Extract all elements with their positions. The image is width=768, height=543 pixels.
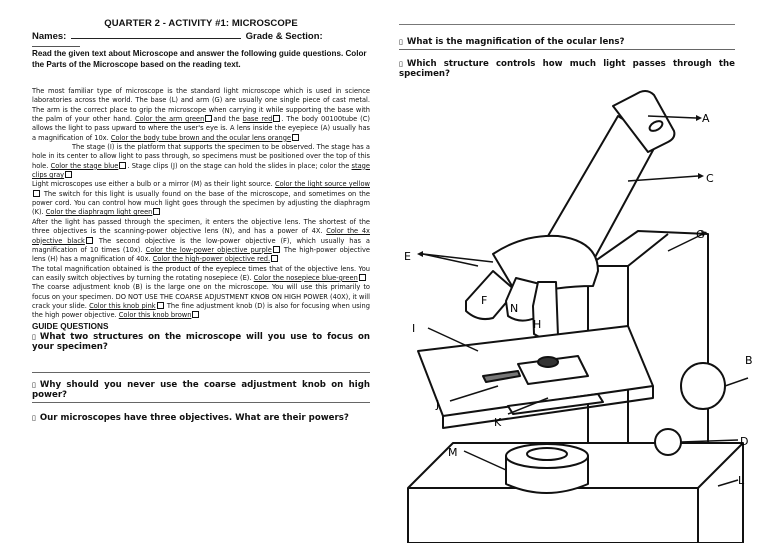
guide-question-2: ▯ Why should you never use the coarse adjustment knob on high power? bbox=[32, 379, 370, 400]
color-checkbox[interactable] bbox=[65, 171, 72, 178]
color-instruction: Color the light source yellow bbox=[274, 180, 370, 189]
worksheet-title: QUARTER 2 - ACTIVITY #1: MICROSCOPE bbox=[104, 18, 298, 29]
color-instruction: Color this knob brown bbox=[118, 311, 192, 320]
color-checkbox[interactable] bbox=[359, 274, 366, 281]
label-a: A bbox=[702, 112, 710, 125]
divider bbox=[32, 46, 80, 47]
color-checkbox[interactable] bbox=[192, 311, 199, 318]
bullet-icon: ▯ bbox=[399, 38, 403, 46]
color-instruction: Color the body tube brown and the ocular lens orange bbox=[110, 133, 292, 142]
instructions: Read the given text about Microscope and answer the following guide questions. Color the Parts of the Microscope based on the reading text. bbox=[32, 49, 367, 69]
guide-question-1: ▯ What two structures on the microscope will you use to focus on your specimen? bbox=[32, 331, 370, 352]
label-m: M bbox=[448, 446, 458, 459]
bullet-icon: ▯ bbox=[32, 332, 36, 341]
reading-paragraph: The most familiar type of microscope is the standard light microscope which is used in science laboratories across the world. The base (L) and arm (G) are usually one single piece of cast metal. The arm is the correct place to grip the microscope when carrying it while supporting the base with the palm of your other hand. Color the arm green and the base red . The body 00100tube (C) allows the light to pass upward to where the user's eye is. A lens inside the eyepiece (A) usually has a magnification of 10x. Color the body tube brown and the ocular lens orange bbox=[32, 87, 370, 142]
left-column bbox=[32, 18, 370, 423]
reading-paragraph: The coarse adjustment knob (B) is the large one on the microscope. You will use this primarily to focus on your specimen. DO NOT USE THE COARSE ADJUSTMENT KNOB ON HIGH POWER (40X), it will crack your slide. Color this knob pink The fine adjustment knob (D) is also for focusing when using the high power objective. Color this knob brown bbox=[32, 283, 370, 320]
color-instruction: Color the arm green bbox=[134, 115, 205, 124]
microscope-diagram bbox=[398, 86, 768, 543]
label-b: B bbox=[745, 354, 753, 367]
label-l: L bbox=[738, 474, 745, 487]
label-k: K bbox=[494, 416, 502, 429]
color-instruction: base red bbox=[242, 115, 273, 124]
bullet-icon: ▯ bbox=[399, 60, 403, 68]
color-instruction: Color the diaphragm light green bbox=[45, 208, 153, 217]
reading-paragraph: After the light has passed through the specimen, it enters the objective lens. The shortest of the three objectives is the scanning-power objective lens (N), and has a power of 4X. Color the 4x objective black The second objective is the low-power objective (F), which usually has a magnification of 10 times (10x). Color the low-power objective purple The high-power objective lens (H) has a magnification of 40x. Color the high-power objective red. bbox=[32, 217, 370, 264]
color-checkbox[interactable] bbox=[33, 190, 40, 197]
color-checkbox[interactable] bbox=[292, 134, 299, 141]
coarse-knob bbox=[681, 363, 725, 409]
stage-hole bbox=[538, 357, 558, 367]
color-checkbox[interactable] bbox=[119, 162, 126, 169]
answer-line[interactable] bbox=[399, 49, 735, 50]
label-g: G bbox=[696, 228, 705, 241]
color-instruction: Color this knob pink bbox=[89, 301, 156, 310]
reading-paragraph: The total magnification obtained is the product of the eyepiece times that of the objective lens. You can easily switch objectives by turning the rotating nosepiece (E). Color the nosepiece blue-green bbox=[32, 264, 370, 282]
color-instruction: Color the 4x objective black bbox=[32, 227, 370, 245]
answer-line[interactable] bbox=[32, 402, 370, 403]
guide-question-4: ▯ What is the magnification of the ocular lens? bbox=[399, 37, 625, 47]
label-h: H bbox=[533, 318, 542, 331]
bullet-icon: ▯ bbox=[32, 380, 36, 389]
label-n: N bbox=[510, 302, 519, 315]
answer-line[interactable] bbox=[399, 24, 735, 25]
fine-knob bbox=[655, 429, 681, 455]
label-d: D bbox=[740, 435, 749, 448]
label-f: F bbox=[481, 294, 488, 307]
guide-questions-heading: GUIDE QUESTIONS bbox=[32, 321, 109, 331]
color-checkbox[interactable] bbox=[153, 208, 160, 215]
names-blank[interactable] bbox=[71, 30, 241, 39]
reading-paragraph: Light microscopes use either a bulb or a mirror (M) as their light source. Color the light source yellow The switch for this light is usually found on the base of the microscope, and sometimes on the power cord. You can control how much light goes through the specimen by adjusting the diaphragm (K). Color the diaphragm light green bbox=[32, 180, 370, 217]
reading-paragraph: The stage (I) is the platform that supports the specimen to be observed. The stage has a hole in its center to allow light to pass through, so specimens must be positioned over the top of this hole. Color the stage blue . Stage clips (J) on the stage can hold the slides in place; color the stage clips gray bbox=[32, 143, 370, 180]
grade-section-label: Grade & Section: bbox=[245, 31, 323, 42]
answer-line[interactable] bbox=[32, 372, 370, 373]
names-label: Names: bbox=[32, 31, 67, 42]
color-checkbox[interactable] bbox=[86, 237, 93, 244]
right-column bbox=[399, 24, 735, 79]
names-row bbox=[32, 30, 370, 42]
label-c: C bbox=[706, 172, 714, 185]
label-e: E bbox=[404, 250, 411, 263]
color-checkbox[interactable] bbox=[271, 255, 278, 262]
guide-question-3: ▯ Our microscopes have three objectives. What are their powers? bbox=[32, 412, 349, 423]
label-j: J bbox=[436, 398, 440, 411]
color-instruction: Color the low-power objective purple bbox=[145, 245, 272, 254]
color-checkbox[interactable] bbox=[273, 246, 280, 253]
color-checkbox[interactable] bbox=[157, 302, 164, 309]
color-instruction: stage clips gray bbox=[32, 161, 370, 180]
reading-text bbox=[32, 87, 370, 321]
bullet-icon: ▯ bbox=[32, 413, 36, 422]
label-i: I bbox=[412, 322, 416, 335]
color-instruction: Color the nosepiece blue-green bbox=[253, 273, 358, 282]
color-instruction: Color the stage blue bbox=[50, 161, 119, 170]
guide-question-5: ▯ Which structure controls how much light passes through the specimen? bbox=[399, 59, 735, 79]
color-instruction: Color the high-power objective red. bbox=[152, 255, 271, 264]
color-checkbox[interactable] bbox=[273, 115, 280, 122]
color-checkbox[interactable] bbox=[205, 115, 212, 122]
